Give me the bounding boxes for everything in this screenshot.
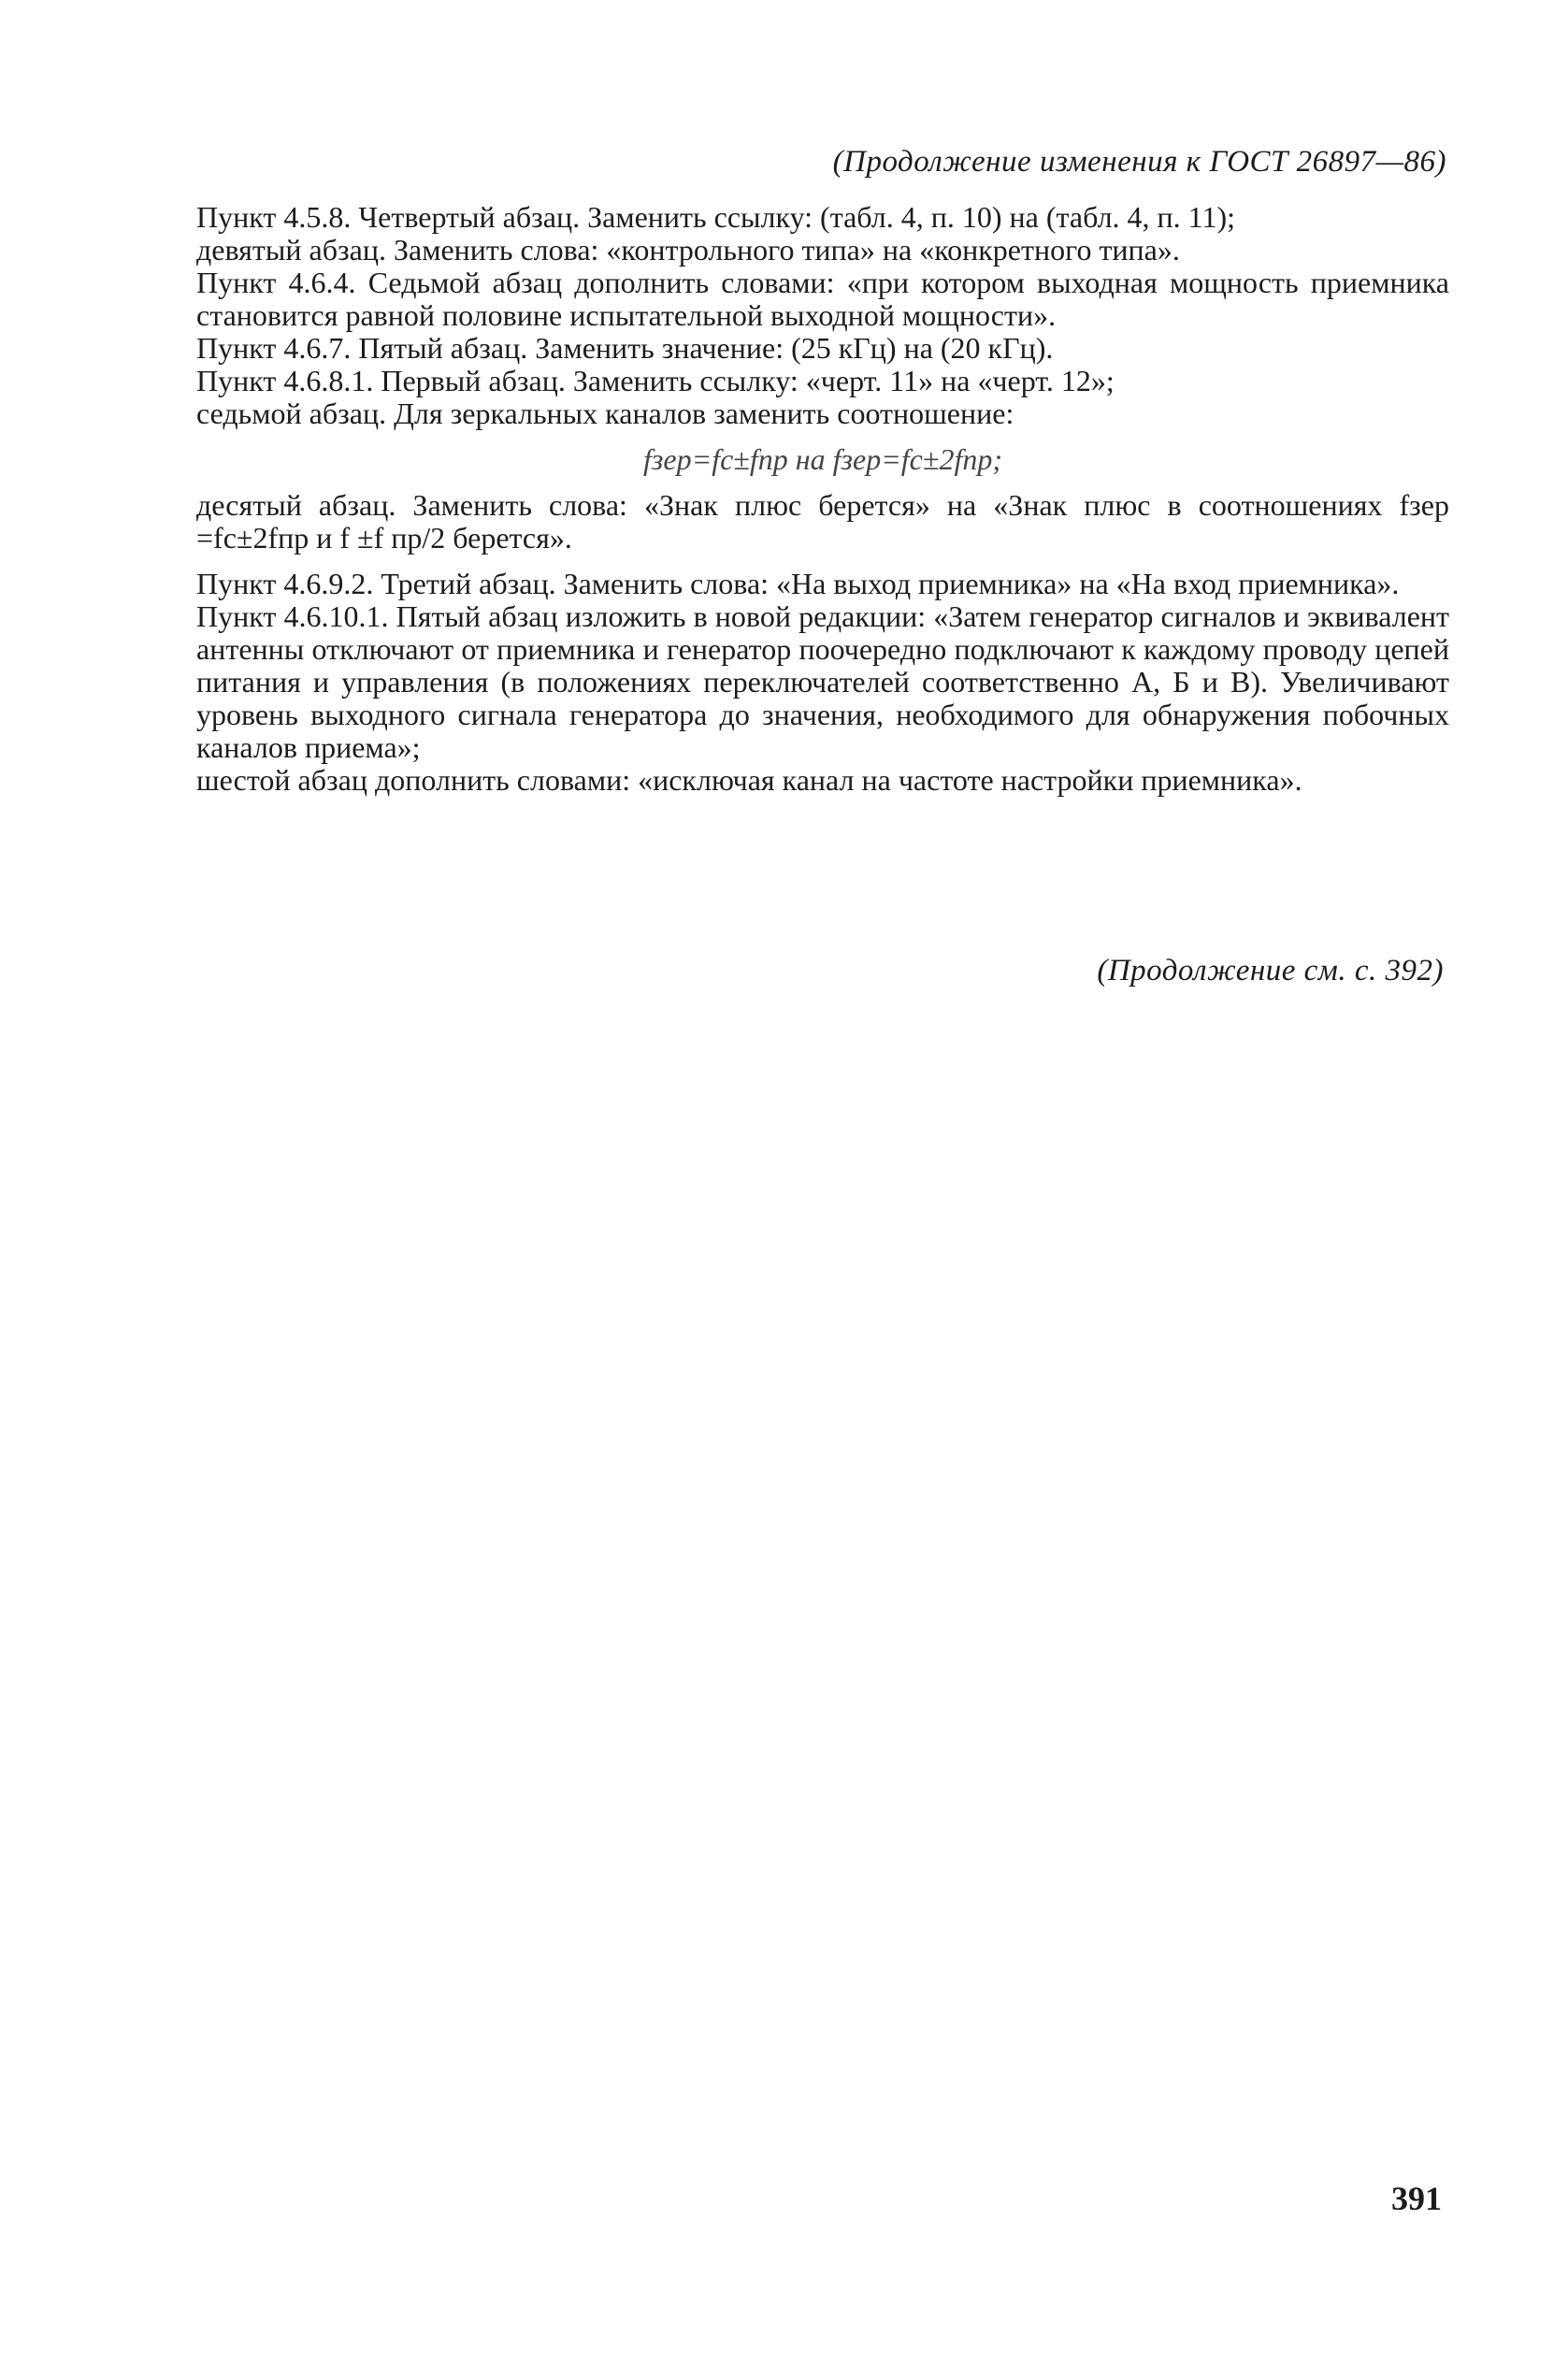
paragraph-ninth-abzac: девятый абзац. Заменить слова: «контрольного типа» на «конкретного типа». <box>196 233 1180 267</box>
paragraph-tenth-abzac: десятый абзац. Заменить слова: «Знак плюс берется» на «Знак плюс в соотношениях fзер =fc±2fпр и f ±f пр/2 берется». <box>196 488 1449 555</box>
paragraph-4-6-8-1: Пункт 4.6.8.1. Первый абзац. Заменить ссылку: «черт. 11» на «черт. 12»; <box>196 364 1115 397</box>
continuation-footer: (Продолжение см. с. 392) <box>1097 954 1444 987</box>
paragraph-4-6-7: Пункт 4.6.7. Пятый абзац. Заменить значение: (25 кГц) на (20 кГц). <box>196 331 1054 365</box>
paragraph-4-5-8: Пункт 4.5.8. Четвертый абзац. Заменить ссылку: (табл. 4, п. 10) на (табл. 4, п. 11); <box>196 200 1236 234</box>
page-number: 391 <box>1391 2180 1442 2217</box>
paragraph-4-6-9-2: Пункт 4.6.9.2. Третий абзац. Заменить слова: «На выход приемника» на «На вход приемника». <box>196 567 1400 600</box>
paragraph-gap <box>196 555 1449 568</box>
formula-line: fзер=fc±fпр на fзер=fc±2fпр; <box>643 442 1002 476</box>
paragraph-4-6-10-1: Пункт 4.6.10.1. Пятый абзац изложить в новой редакции: «Затем генератор сигналов и эквивалент антенны отключают от приемника и генератор поочередно подключают к каждому проводу цепей питания и управления (в положениях переключателей соответственно А, Б и В). Увеличивают уровень выходного сигнала генератора до значения, необходимого для обнаружения побочных каналов приема»; <box>196 599 1449 764</box>
paragraph-4-6-4: Пункт 4.6.4. Седьмой абзац дополнить словами: «при котором выходная мощность приемника становится равной половине испытательной выходной мощности». <box>196 266 1449 332</box>
document-body <box>196 201 1449 797</box>
paragraph-sixth-abzac: шестой абзац дополнить словами: «исключая канал на частоте настройки приемника». <box>196 763 1302 797</box>
paragraph-seventh-abzac: седьмой абзац. Для зеркальных каналов заменить соотношение: <box>196 396 1014 430</box>
continuation-header: (Продолжение изменения к ГОСТ 26897—86) <box>832 145 1446 179</box>
